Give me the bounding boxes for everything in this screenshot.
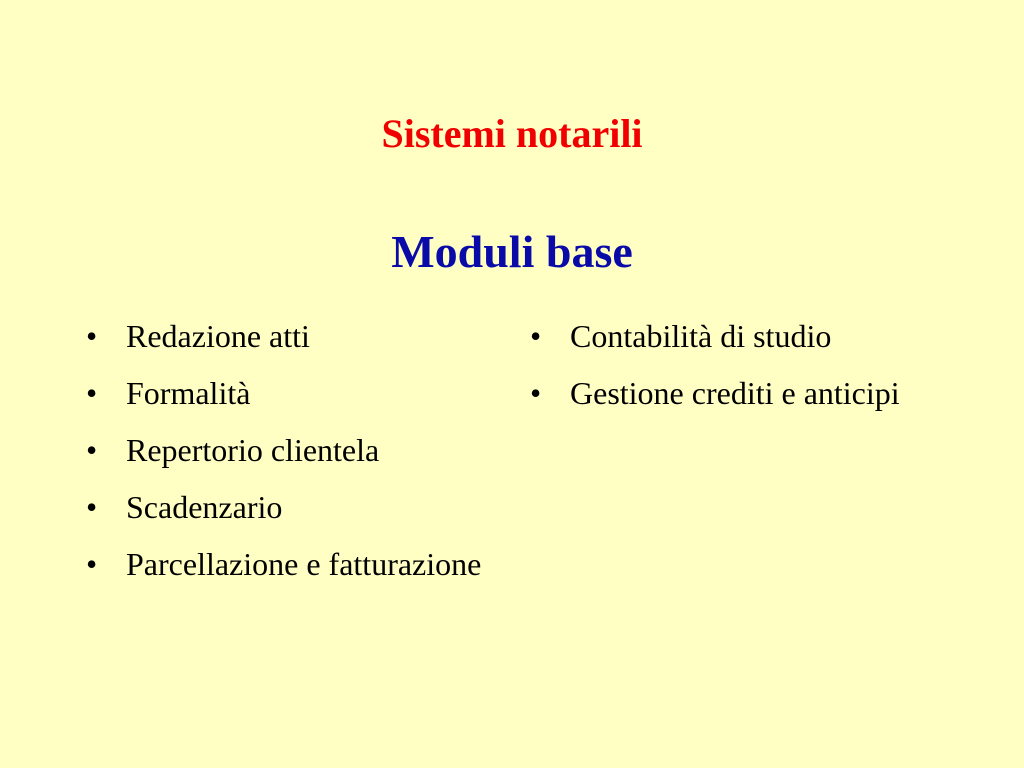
list-item-text: Formalità xyxy=(126,375,251,411)
bullet-icon: • xyxy=(86,375,98,411)
list-item xyxy=(86,317,486,355)
list-item xyxy=(86,488,486,526)
bullet-icon: • xyxy=(86,546,98,582)
left-bullet-list xyxy=(86,317,486,602)
bullet-icon: • xyxy=(86,489,98,525)
slide-subtitle: Moduli base xyxy=(391,226,633,277)
list-item xyxy=(86,374,486,412)
list-item xyxy=(530,317,970,355)
slide-title: Sistemi notarili xyxy=(381,111,643,156)
list-item xyxy=(86,431,486,469)
bullet-icon: • xyxy=(530,375,542,411)
list-item-text: Repertorio clientela xyxy=(126,432,380,468)
list-item xyxy=(530,374,970,412)
right-bullet-list xyxy=(530,317,970,431)
list-item xyxy=(86,545,486,583)
list-item-text: Redazione atti xyxy=(126,318,310,354)
list-item-text: Parcellazione e fatturazione xyxy=(126,546,482,582)
list-item-text: Scadenzario xyxy=(126,489,283,525)
list-item-text: Gestione crediti e anticipi xyxy=(570,375,900,411)
bullet-icon: • xyxy=(86,318,98,354)
bullet-icon: • xyxy=(530,318,542,354)
list-item-text: Contabilità di studio xyxy=(570,318,832,354)
bullet-icon: • xyxy=(86,432,98,468)
